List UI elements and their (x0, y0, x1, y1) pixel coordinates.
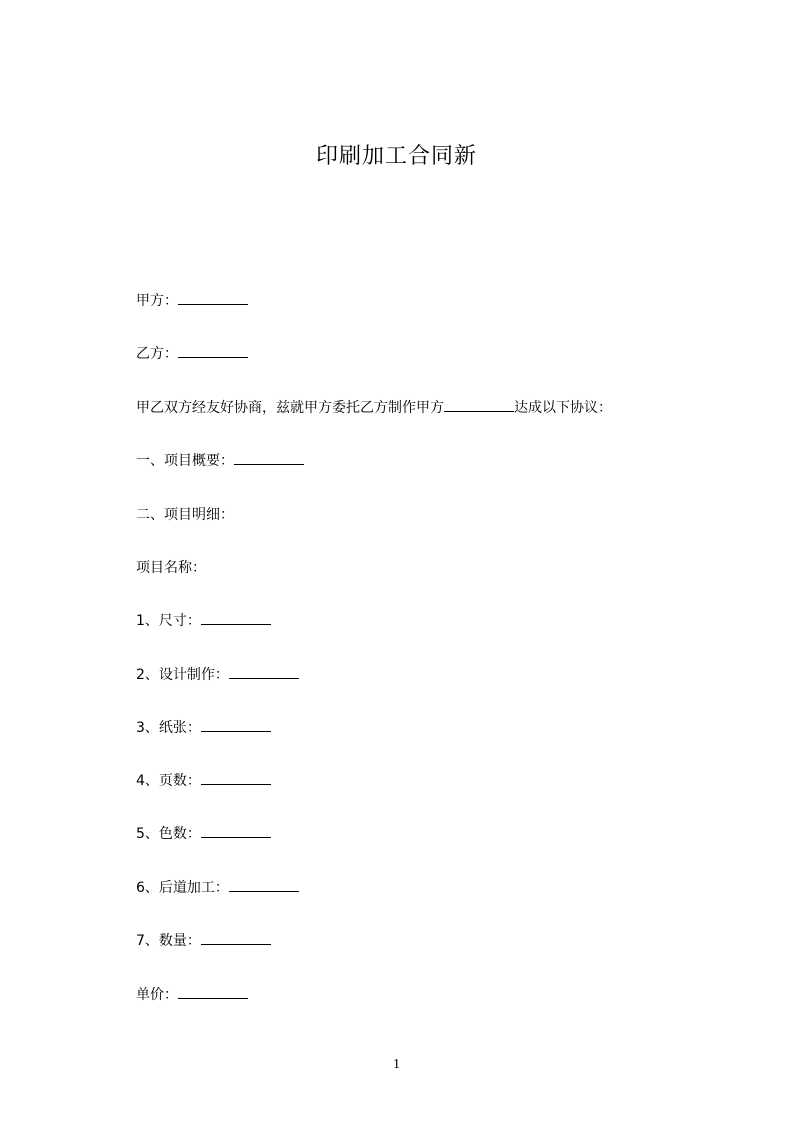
unit-price-blank (178, 986, 248, 999)
project-name-line (136, 559, 206, 577)
item-line (136, 772, 271, 790)
item-blank (201, 719, 271, 732)
item-line (136, 612, 271, 630)
item-label: 3、纸张： (136, 720, 201, 736)
section-1-blank (234, 452, 304, 465)
section-1-line (136, 452, 304, 470)
item-line (136, 666, 299, 684)
preamble-blank (444, 399, 514, 412)
party-b-line (136, 345, 248, 363)
project-name-label: 项目名称： (136, 560, 206, 576)
party-b-blank (178, 345, 248, 358)
preamble-line (136, 399, 612, 417)
party-a-label: 甲方： (136, 293, 178, 309)
document-title: 印刷加工合同新 (315, 144, 477, 169)
item-blank (201, 612, 271, 625)
item-label: 7、数量： (136, 933, 201, 949)
item-label: 5、色数： (136, 826, 201, 842)
item-line (136, 879, 299, 897)
item-blank (201, 772, 271, 785)
item-label: 1、尺寸： (136, 613, 201, 629)
party-a-line (136, 292, 248, 310)
item-label: 4、页数： (136, 773, 201, 789)
item-blank (201, 932, 271, 945)
item-line (136, 932, 271, 950)
section-2-label: 二、项目明细： (136, 507, 234, 523)
party-b-label: 乙方： (136, 346, 178, 362)
item-label: 2、设计制作： (136, 667, 229, 683)
item-line (136, 719, 271, 737)
item-blank (229, 879, 299, 892)
section-1-label: 一、项目概要： (136, 453, 234, 469)
unit-price-line (136, 986, 248, 1004)
item-line (136, 825, 271, 843)
page-number: 1 (393, 1057, 400, 1072)
section-2-heading (136, 506, 234, 524)
preamble-text-end: 达成以下协议： (514, 400, 612, 416)
unit-price-label: 单价： (136, 987, 178, 1003)
item-blank (201, 825, 271, 838)
item-label: 6、后道加工： (136, 880, 229, 896)
item-blank (229, 666, 299, 679)
preamble-text-start: 甲乙双方经友好协商，兹就甲方委托乙方制作甲方 (136, 400, 444, 416)
party-a-blank (178, 292, 248, 305)
